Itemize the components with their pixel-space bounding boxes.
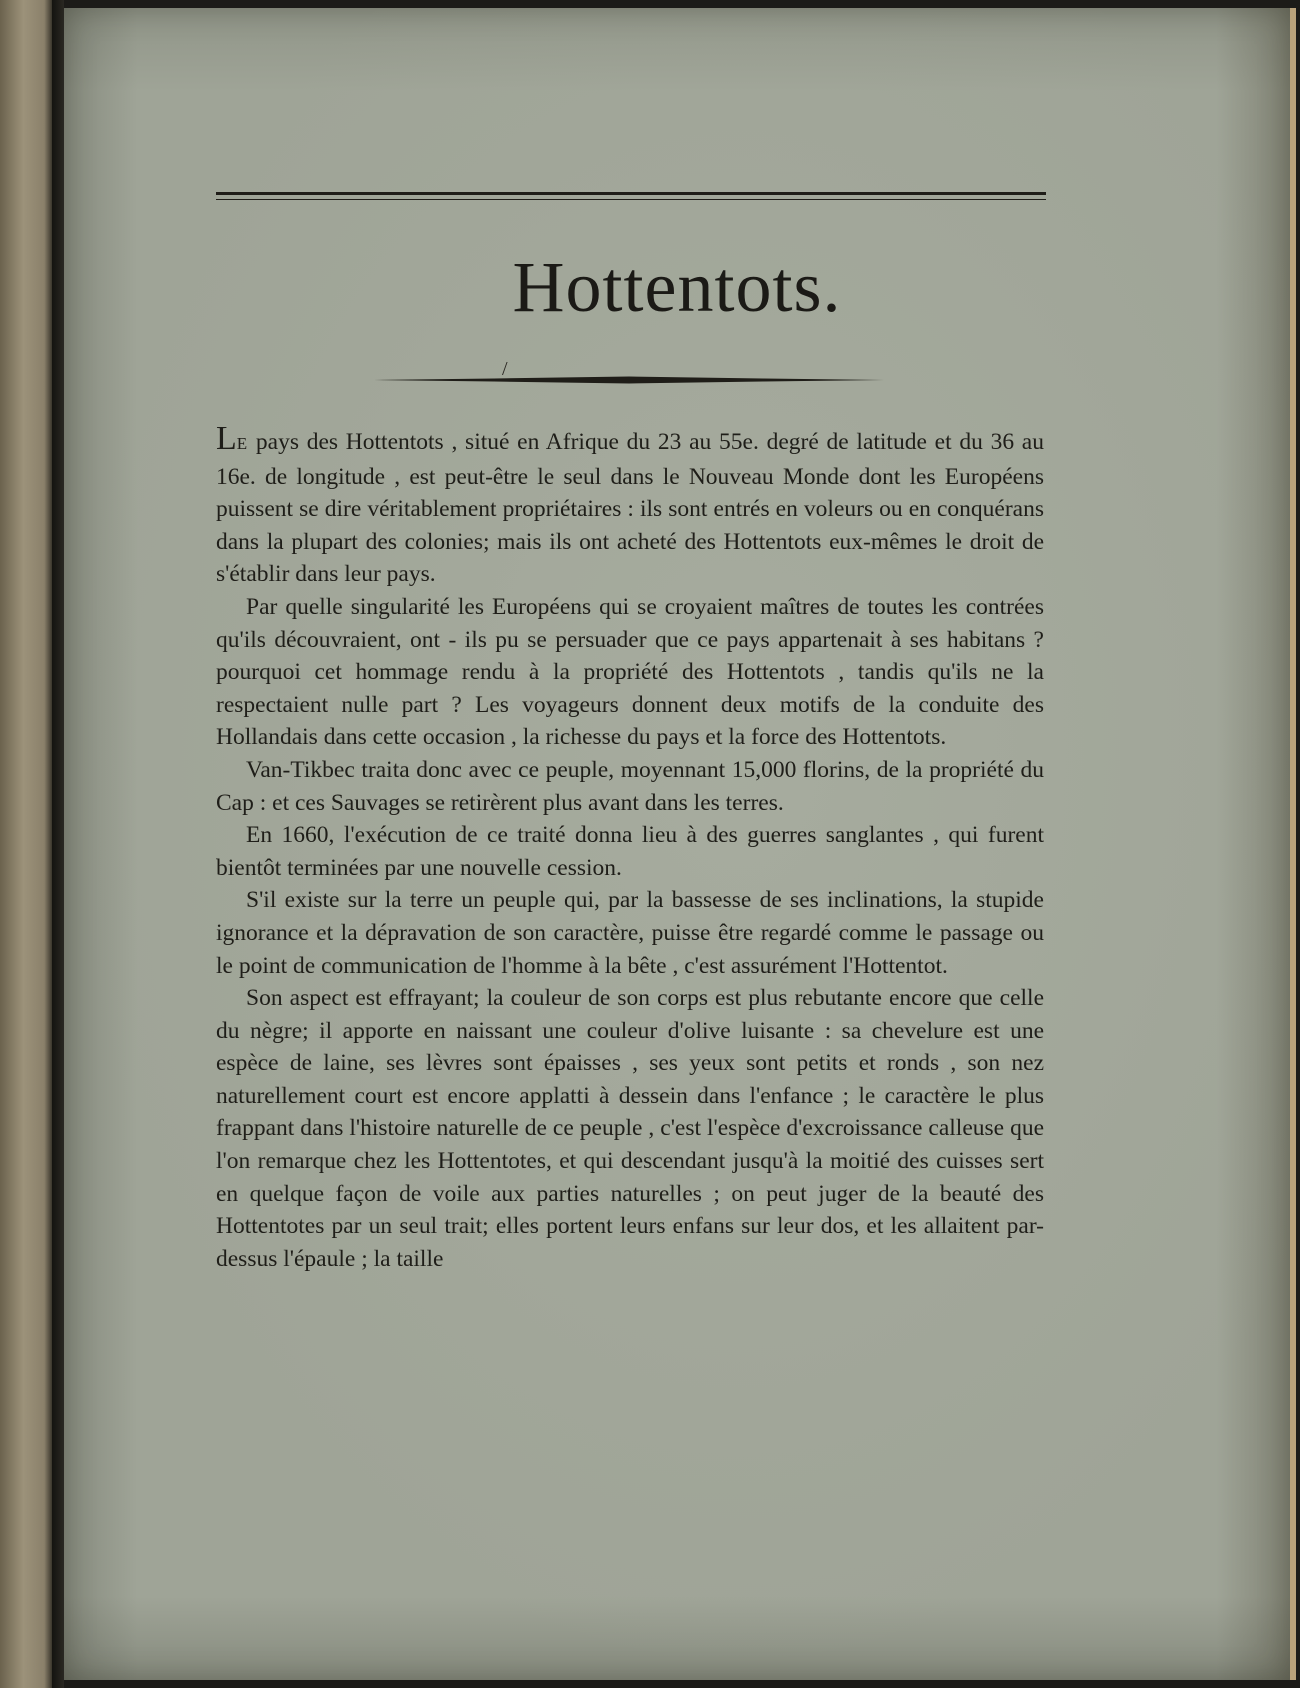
paragraph-5: S'il existe sur la terre un peuple qui, par la bassesse de ses inclinations, la stupide ignorance et la dépravation de son caractère, puisse être regardé comme le passage ou le point de communication de l'homme à la bête , c'est assurément l'Hottentot. xyxy=(216,887,1044,979)
book-page xyxy=(64,8,1296,1680)
paragraph-1: LE pays des Hottentots , situé en Afrique du 23 au 55e. degré de latitude et du 36 au 16e. de longitude , est peut-être le seul dans le Nouveau Monde dont les Européens puissent se dire véritablement propriétaires : ils sont entrés en voleurs ou en conquérans dans la plupart des colonies; mais ils ont acheté des Hottentots eux-mêmes le droit de s'établir dans leur pays. xyxy=(216,420,1044,588)
paragraph-6: Son aspect est effrayant; la couleur de son corps est plus rebutante encore que celle du nègre; il apporte en naissant une couleur d'olive luisante : sa chevelure est une espèce de laine, ses lèvres sont épaisses , ses yeux sont petits et ronds , son nez naturellement court est encore applatti à dessein dans l'enfance ; le caractère le plus frappant dans l'histoire naturelle de ce peuple , c'est l'espèce d'excroissance calleuse que l'on remarque chez les Hottentotes, et qui descendant jusqu'à la moitié des cuisses sert en quelque façon de voile aux parties naturelles ; on peut juger de la beauté des Hottentotes par un seul trait; elles portent leurs enfans sur leur dos, et les allaitent par-dessus l'épaule ; la taille xyxy=(216,985,1044,1272)
paragraph-4: En 1660, l'exécution de ce traité donna lieu à des guerres sanglantes , qui furent bientôt terminées par une nouvelle cession. xyxy=(216,822,1044,881)
previous-page-edge xyxy=(0,0,52,1688)
drop-cap: L xyxy=(216,420,237,457)
paragraph-2: Par quelle singularité les Européens qui se croyaient maîtres de toutes les contrées qu'ils découvraient, ont - ils pu se persuader que ce pays appartenait à ses habitans ? pourquoi cet hommage rendu à la propriété des Hottentots , tandis qu'ils ne la respectaient nulle part ? Les voyageurs donnent deux motifs de la conduite des Hollandais dans cette occasion , la richesse du pays et la force des Hottentots. xyxy=(216,593,1044,751)
body-text xyxy=(216,420,1044,1275)
pencil-mark: / xyxy=(502,358,508,380)
book-gutter xyxy=(52,0,64,1688)
small-cap: E xyxy=(236,434,249,453)
ornamental-rule xyxy=(374,376,884,384)
page-title: Hottentots. xyxy=(512,247,842,327)
paragraph-3: Van-Tikbec traita donc avec ce peuple, moyennant 15,000 florins, de la propriété du Cap : et ces Sauvages se retirèrent plus avant dans les terres. xyxy=(216,756,1044,816)
header-double-rule xyxy=(216,192,1046,200)
